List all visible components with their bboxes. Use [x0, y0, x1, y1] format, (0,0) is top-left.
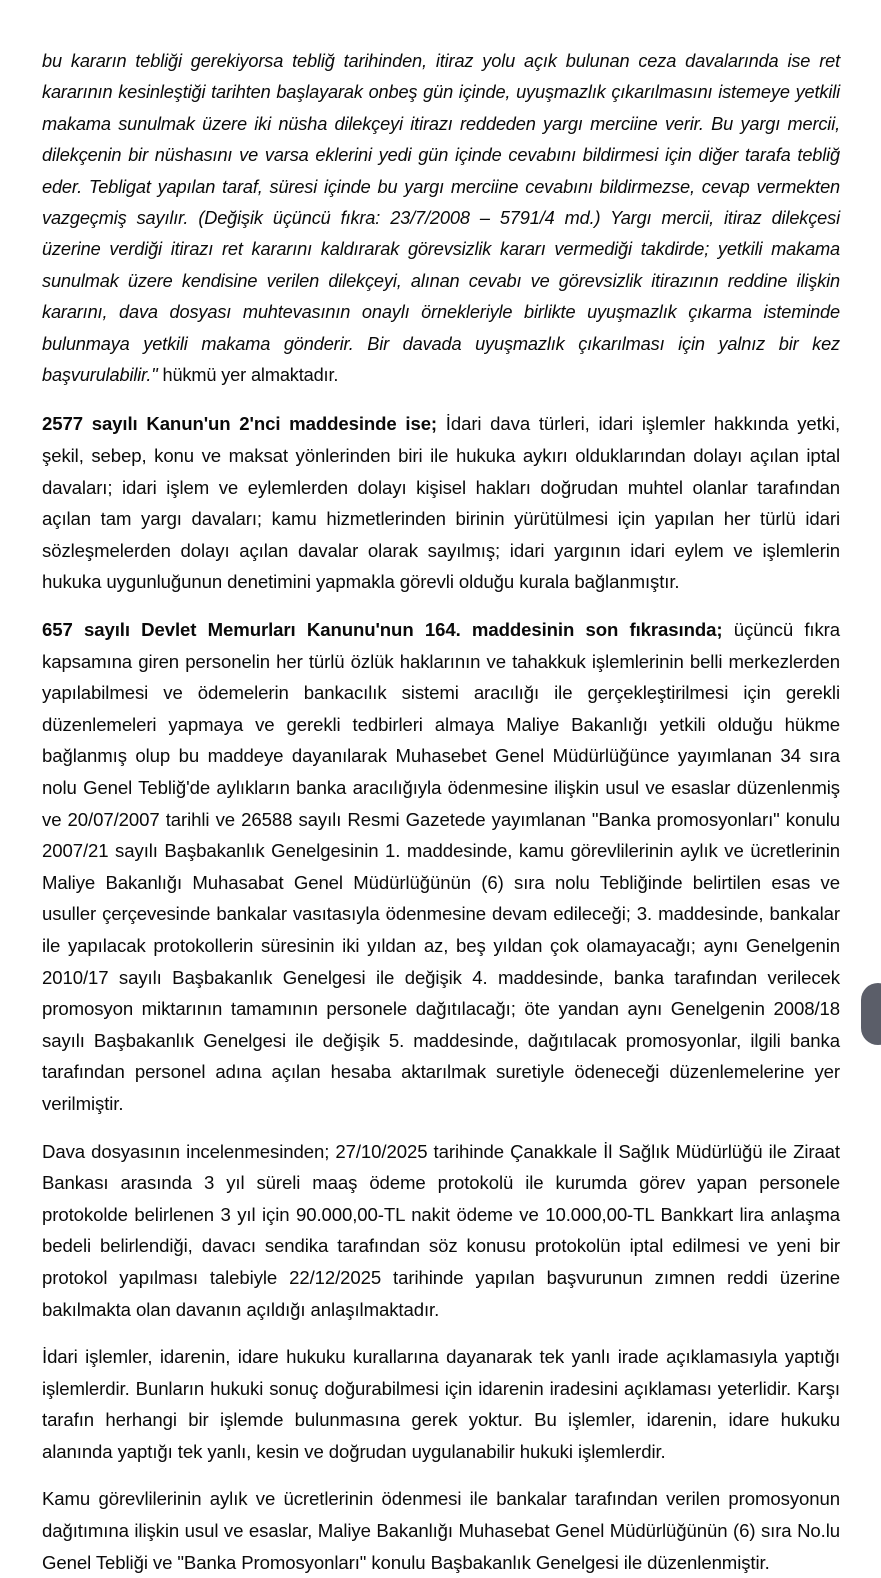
administrative-acts-body: İdari işlemler, idarenin, idare hukuku kurallarına dayanarak tek yanlı irade açıklamasıyla yaptığı işlemlerdir. Bunların hukuki sonuç doğurabilmesi için idarenin iradesini açıklaması yeterlidir. Karşı tarafın herhangi bir işlemde bulunmasına gerek yoktur. Bu işlemler, idarenin, idare hukuku alanında yaptığı tek yanlı, kesin ve doğrudan uygulanabilir hukuki işlemlerdir.	[42, 1346, 840, 1462]
paragraph-law-2577-article-2	[42, 408, 840, 598]
law-657-body: üçüncü fıkra kapsamına giren personelin her türlü özlük haklarının ve tahakkuk işlemlerinin belli merkezlerden yapılabilmesi ve ödemelerin bankacılık sistemi aracılığı ile gerçekleştirilmesi için gerekli düzenlemeleri yapmaya ve gerekli tedbirleri almaya Maliye Bakanlığı yetkili olduğu hükme bağlanmış olup bu maddeye dayanılarak Muhasebet Genel Müdürlüğünce yayımlanan 34 sıra nolu Genel Tebliğ'de aylıkların banka aracılığıyla ödenmesine ilişkin usul ve esaslar düzenlenmiş ve 20/07/2007 tarihli ve 26588 sayılı Resmi Gazetede yayımlanan "Banka promosyonları" konulu 2007/21 sayılı Başbakanlık Genelgesinin 1. maddesinde, kamu görevlilerinin aylık ve ücretlerinin Maliye Bakanlığı Muhasabat Genel Müdürlüğünün (6) sıra nolu Tebliğinde belirtilen esas ve usuller çerçevesinde bankalar vasıtasıyla ödenmesine devam edileceği; 3. maddesinde, bankalar ile yapılacak protokollerin süresinin iki yıldan az, beş yıldan çok olamayacağı; aynı Genelgenin 2010/17 sayılı Başbakanlık Genelgesi ile değişik 4. maddesinde, banka tarafından verilecek promosyon miktarının tamamının personele dağıtılacağı; öte yandan aynı Genelgenin 2008/18 sayılı Başbakanlık Genelgesi ile değişik 5. maddesinde, dağıtılacak promosyonlar, ilgili banka tarafından personel adına açılan hesaba aktarılmak suretiyle ödeneceği düzenlemelerine yer verilmiştir.	[42, 619, 840, 1114]
paragraph-quoted-provision	[42, 46, 840, 391]
law-2577-body: İdari dava türleri, idari işlemler hakkında yetki, şekil, sebep, konu ve maksat yönlerinden biri ile hukuka aykırı olduklarından dolayı açılan iptal davaları; idari işlem ve eylemlerden dolayı kişisel hakları doğrudan muhtel olanlar tarafından açılan tam yargı davaları; kamu hizmetlerinden birinin yürütülmesi için yapılan her türlü idari sözleşmelerden dolayı açılan davalar olarak sayılmış; idari yargının idari eylem ve işlemlerin hukuka uygunluğunun denetimini yapmakla görevli olduğu kurala bağlanmıştır.	[42, 413, 841, 593]
quoted-provision-trailing-text: hükmü yer almaktadır.	[157, 365, 339, 386]
vertical-scrollbar-thumb[interactable]	[861, 983, 881, 1045]
quoted-provision-text: bu kararın tebliği gerekiyorsa tebliğ tarihinden, itiraz yolu açık bulunan ceza davalarında ise ret kararının kesinleştiği tarihten başlayarak onbeş gün içinde, uyuşmazlık çıkarılmasını istemeye yetkili makama sunulmak üzere iki nüsha dilekçeyi itirazı reddeden yargı merciine verir. Bu yargı mercii, dilekçenin bir nüshasını ve varsa eklerini yedi gün içinde cevabını bildirmesi için diğer tarafa tebliğ eder. Tebligat yapılan taraf, süresi içinde bu yargı merciine cevabını bildirmezse, cevap vermekten vazgeçmiş sayılır. (Değişik üçüncü fıkra: 23/7/2008 – 5791/4 md.) Yargı mercii, itiraz dilekçesi üzerine verdiği itirazı ret kararını kaldırarak görevsizlik kararı vermediği takdirde; yetkili makama sunulmak üzere kendisine verilen dilekçeyi, alınan cevabı ve görevsizlik itirazının reddine ilişkin kararını, dava dosyası muhtevasının onaylı örnekleriyle birlikte uyuşmazlık çıkarma isteminde bulunmaya yetkili makama gönderir. Bir davada uyuşmazlık çıkarılması için yalnız bir kez başvurulabilir."	[42, 51, 840, 386]
law-657-lead: 657 sayılı Devlet Memurları Kanunu'nun 164. maddesinin son fıkrasında;	[42, 619, 723, 641]
paragraph-case-file-review	[42, 1136, 840, 1326]
law-2577-lead: 2577 sayılı Kanun'un 2'nci maddesinde ise;	[42, 413, 438, 435]
case-file-review-body: Dava dosyasının incelenmesinden; 27/10/2025 tarihinde Çanakkale İl Sağlık Müdürlüğü ile Ziraat Bankası arasında 3 yıl süreli maaş ödeme protokolü ile kurumda görev yapan personele protokolde belirlenen 3 yıl için 90.000,00-TL nakit ödeme ve 10.000,00-TL Bankkart lira anlaşma bedeli belirlendiği, davacı sendika tarafından söz konusu protokolün iptal edilmesi ve yeni bir protokol yapılması talebiyle 22/12/2025 tarihinde yapılan başvurunun zımnen reddi üzerine bakılmakta olan davanın açıldığı anlaşılmaktadır.	[42, 1140, 840, 1320]
paragraph-administrative-acts-definition	[42, 1341, 840, 1467]
paragraph-promotion-distribution-rules	[42, 1483, 840, 1578]
paragraph-law-657-article-164	[42, 614, 840, 1120]
promotion-distribution-body: Kamu görevlilerinin aylık ve ücretlerinin ödenmesi ile bankalar tarafından verilen promosyonun dağıtımına ilişkin usul ve esaslar, Maliye Bakanlığı Muhasebat Genel Müdürlüğünün (6) sıra No.lu Genel Tebliği ve "Banka Promosyonları" konulu Başbakanlık Genelgesi ile düzenlenmiştir.	[42, 1488, 840, 1573]
